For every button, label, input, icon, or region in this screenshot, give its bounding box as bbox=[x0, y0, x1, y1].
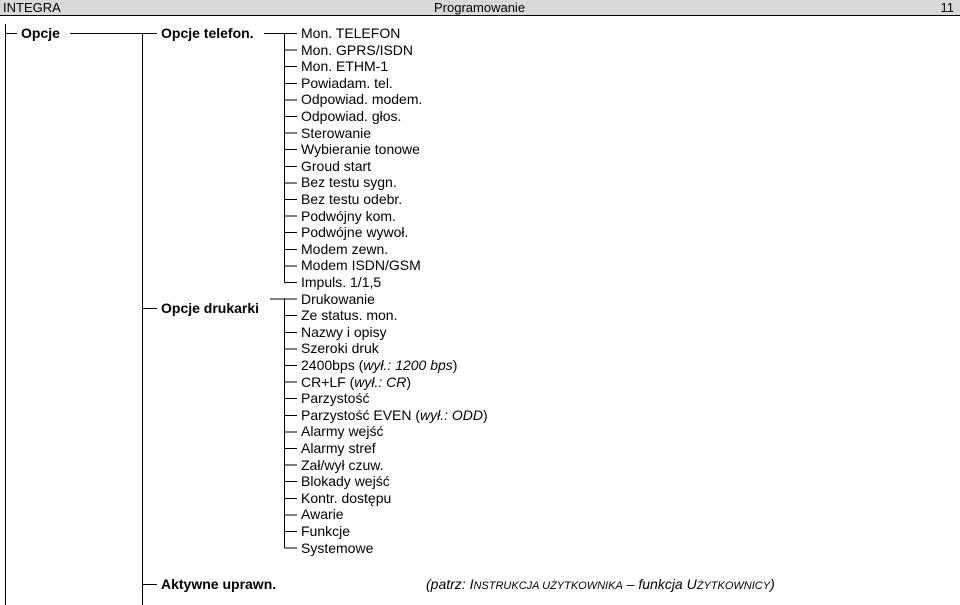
tree-item: Kontr. dostępu bbox=[301, 489, 392, 506]
tree-item: Parzystość EVEN (wył.: ODD) bbox=[301, 406, 488, 423]
tree-item: Szeroki druk bbox=[301, 340, 379, 357]
tree-item: Bez testu sygn. bbox=[301, 174, 397, 191]
tree-item: Modem zewn. bbox=[301, 240, 389, 257]
tree-item: Blokady wejść bbox=[301, 473, 390, 490]
note-i-cap: I bbox=[469, 576, 474, 592]
tree-item: Odpowiad. głos. bbox=[301, 108, 402, 124]
group-opcje-telefon: Opcje telefon. bbox=[161, 25, 254, 41]
tree-item: Drukowanie bbox=[301, 290, 375, 307]
tree-root-opcje: Opcje bbox=[21, 25, 60, 41]
tree-item: CR+LF (wył.: CR) bbox=[301, 373, 412, 390]
group-opcje-drukarki: Opcje drukarki bbox=[161, 300, 260, 316]
note-open: (patrz: bbox=[426, 576, 470, 592]
tree-item: Mon. GPRS/ISDN bbox=[301, 41, 414, 58]
header-product: INTEGRA bbox=[3, 0, 61, 15]
tree-item: Alarmy stref bbox=[301, 440, 376, 456]
tree-item: Alarmy wejść bbox=[301, 423, 384, 440]
tree-item: Odpowiad. modem. bbox=[301, 91, 423, 108]
tree-item: Mon. TELEFON bbox=[301, 25, 401, 41]
note-dash: – funkcja bbox=[622, 576, 687, 592]
tree-item: Sterowanie bbox=[301, 124, 372, 141]
tree-item: Powiadam. tel. bbox=[301, 74, 393, 91]
tree-item: 2400bps (wył.: 1200 bps) bbox=[301, 357, 458, 373]
tree-item: Podwójny kom. bbox=[301, 207, 396, 224]
tree-item: Nazwy i opisy bbox=[301, 323, 387, 340]
tree-item: Systemowe bbox=[301, 539, 374, 556]
reference-note bbox=[426, 576, 775, 594]
tree-item: Impuls. 1/1,5 bbox=[301, 274, 382, 290]
header-section: Programowanie bbox=[434, 0, 526, 15]
note-close: ) bbox=[770, 576, 775, 592]
tree-item: Groud start bbox=[301, 157, 372, 174]
tree-item: Funkcje bbox=[301, 523, 351, 539]
note-u-cap: U bbox=[686, 576, 697, 592]
note-u-rest: ŻYTKOWNICY bbox=[696, 580, 771, 592]
tree-item: Parzystość bbox=[301, 390, 370, 407]
group-aktywne-uprawn: Aktywne uprawn. bbox=[161, 576, 277, 592]
tree-item: Awarie bbox=[301, 506, 344, 523]
tree-item: Mon. ETHM-1 bbox=[301, 58, 389, 75]
tree-item: Zał/wył czuw. bbox=[301, 456, 384, 473]
note-i-rest: NSTRUKCJA UŻYTKOWNIKA bbox=[473, 580, 623, 592]
tree-item: Wybieranie tonowe bbox=[301, 141, 420, 158]
tree-item: Podwójne wywoł. bbox=[301, 224, 409, 241]
tree-item: Bez testu odebr. bbox=[301, 191, 403, 207]
tree-item: Modem ISDN/GSM bbox=[301, 257, 421, 274]
tree-item: Ze status. mon. bbox=[301, 307, 398, 324]
header-page-number: 11 bbox=[940, 0, 954, 15]
